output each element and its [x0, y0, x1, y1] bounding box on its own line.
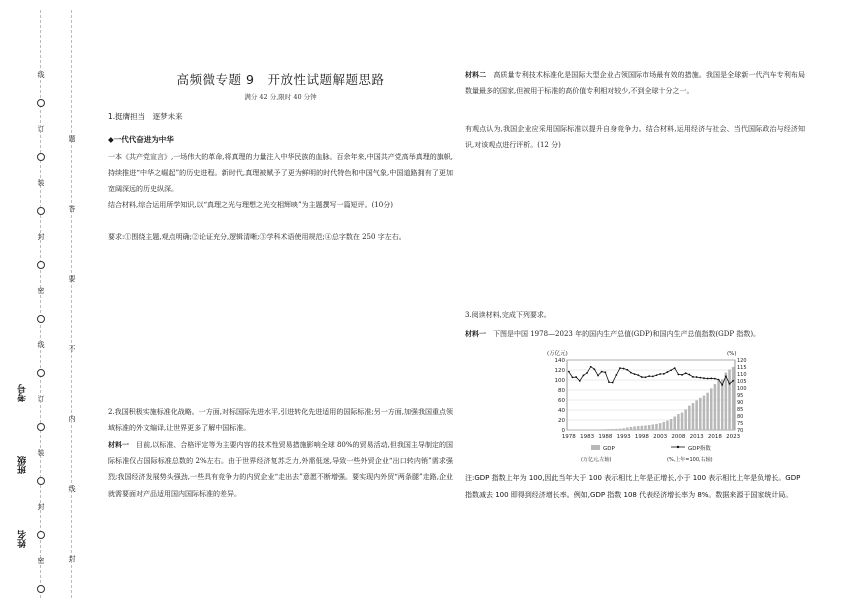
binding-char: 答 [68, 205, 76, 213]
gdp-index-point [688, 374, 690, 376]
gdp-bar [717, 381, 720, 430]
gdp-bar [604, 429, 607, 430]
gdp-bar [714, 384, 717, 430]
x-tick-label: 2013 [689, 434, 704, 440]
gdp-index-point [667, 371, 669, 373]
right-tick-label: 85 [737, 407, 744, 413]
gdp-index-point [656, 374, 658, 376]
q1-heading: 1.挺膺担当 逐梦未来 [108, 112, 183, 121]
gdp-index-point [707, 378, 709, 380]
binding-char: 密 [37, 557, 45, 565]
gdp-index-point [597, 375, 599, 377]
right-tick-label: 105 [737, 379, 747, 385]
q1-task: 结合材料,综合运用所学知识,以“真理之光与理想之光交相辉映”为主题撰写一篇短评。(10分) [108, 201, 393, 209]
gdp-bar [710, 388, 713, 430]
gdp-index-point [630, 372, 632, 374]
gdp-index-point [703, 377, 705, 379]
q2-material-two-heading: 材料二 [465, 71, 487, 79]
binding-char: 内 [68, 415, 76, 423]
gdp-index-point [732, 380, 734, 382]
legend-gdp-swatch [591, 445, 600, 450]
right-tick-label: 80 [737, 414, 744, 420]
gdp-index-point [583, 375, 585, 377]
legend-index-label: GDP指数 [688, 446, 711, 452]
page-subtitle: 满分 42 分,限时 40 分钟 [244, 93, 317, 101]
left-column [108, 0, 453, 608]
label-exam-id: 考号 [18, 384, 28, 402]
gdp-bar [670, 419, 673, 430]
gdp-index-point [568, 371, 570, 373]
binding-char: 装 [37, 179, 45, 187]
q2-intro: 2.我国积极实施标准化战略。一方面,对标国际先进水平,引进转化先进适用的国际标准;另一方面,加强我国重点领域标准的外文编译,让世界更多了解中国标准。 [108, 408, 453, 433]
binding-char: 线 [37, 71, 45, 79]
gdp-bar [633, 426, 636, 430]
gdp-bar [684, 409, 687, 430]
gdp-bar [663, 422, 666, 430]
gdp-index-point [710, 377, 712, 379]
right-tick-label: 110 [737, 372, 747, 378]
gdp-index-point [663, 373, 665, 375]
gdp-index-point [575, 376, 577, 378]
gdp-index-point [623, 368, 625, 370]
gdp-index-point [692, 376, 694, 378]
gdp-index-point [681, 374, 683, 376]
binding-char: 要 [68, 275, 76, 283]
q2-material-one [108, 437, 453, 502]
label-name: 姓名 [18, 530, 28, 548]
q3-material-one-heading: 材料一 [465, 330, 486, 338]
gdp-bar [681, 413, 684, 430]
gdp-bar [630, 427, 633, 430]
gdp-index-point [634, 373, 636, 375]
gdp-bar [695, 400, 698, 430]
gdp-index-point [718, 379, 720, 381]
binding-char: 线 [68, 485, 76, 493]
left-tick-label: 20 [558, 418, 565, 424]
gdp-bar [721, 379, 724, 430]
binding-char: 封 [37, 233, 45, 241]
left-tick-label: 0 [561, 428, 565, 434]
binding-circle [37, 477, 45, 485]
right-tick-label: 70 [737, 428, 744, 434]
gdp-index-point [572, 376, 574, 378]
x-tick-label: 2003 [653, 434, 668, 440]
gdp-bar [688, 406, 691, 430]
gdp-bar [677, 414, 680, 430]
gdp-index-point [641, 376, 643, 378]
legend-gdp-label: GDP [603, 446, 615, 452]
binding-circle [37, 207, 45, 215]
q1-subheading: ◆一代代奋进为中华 [108, 135, 174, 144]
binding-char: 订 [37, 395, 45, 403]
binding-circle [37, 369, 45, 377]
gdp-bar [608, 429, 611, 430]
gdp-bar [626, 428, 629, 430]
q2-material-one-text: 目前,以标准、合格评定等为主要内容的技术性贸易措施影响全球 80%的贸易活动,但我国主导制定的国际标准仅占国际标准总数的 2%左右。由于世界经济复苏乏力,外需低迷,导致一些外贸企业“出口转内销”需求强烈;我国经济发展势头强劲,一些具有竞争力的内贸企业“走出去”意愿不断增强。要实现内外贸“两条腿”走路,企业就需要面对产品适用国内国际标准的差异。 [108, 441, 453, 498]
gdp-bar [728, 370, 731, 431]
gdp-index-point [608, 381, 610, 383]
gdp-bar [692, 403, 695, 430]
right-tick-label: 95 [737, 393, 744, 399]
right-tick-label: 75 [737, 421, 744, 427]
left-tick-label: 140 [554, 358, 565, 364]
q1-material: 一本《共产党宣言》,一场伟大的革命,将真理的力量注入中华民族的血脉。百余年来,中国共产党高举真理的旗帜,持续推进“中华之崛起”的历史进程。新时代,真理被赋予了更为鲜明的时代特色和中国气象,中国道路拥有了更加宽阔深远的历史纵深。 [108, 153, 453, 194]
gdp-bar [659, 423, 662, 430]
gdp-bar [615, 429, 618, 430]
label-class: 班级 [18, 456, 28, 474]
binding-circle [37, 585, 45, 593]
gdp-index-point [659, 373, 661, 375]
gdp-index-point [721, 384, 723, 386]
gdp-bar [648, 425, 651, 430]
x-tick-label: 2023 [726, 434, 741, 440]
right-tick-label: 100 [737, 386, 747, 392]
gdp-index-point [626, 369, 628, 371]
gdp-bar [699, 398, 702, 430]
binding-circle [37, 423, 45, 431]
q3-note: 注:GDP 指数上年为 100,因此当年大于 100 表示相比上年是正增长,小于 100 表示相比上年是负增长。GDP 指数减去 100 即得到经济增长率。例如,GDP 指数 108 代表经济增长率为 8%。数据来源于国家统计局。 [465, 474, 801, 499]
binding-char: 不 [68, 345, 76, 353]
gdp-index-point [590, 366, 592, 368]
gdp-bar [619, 429, 622, 430]
gdp-index-point [699, 377, 701, 379]
right-column [465, 0, 845, 608]
gdp-index-point [685, 372, 687, 374]
x-tick-label: 2018 [707, 434, 722, 440]
gdp-index-point [670, 369, 672, 371]
x-tick-label: 1983 [580, 434, 595, 440]
gdp-bar [706, 393, 709, 430]
gdp-index-line [569, 367, 733, 385]
gdp-index-point [637, 374, 639, 376]
left-tick-label: 40 [558, 408, 565, 414]
x-tick-label: 1988 [598, 434, 613, 440]
q2-view-task: 有观点认为,我国企业应采用国际标准以提升自身竞争力。结合材料,运用经济与社会、当代国际政治与经济知识,对该观点进行评析。(12 分) [465, 125, 805, 150]
gdp-index-point [586, 372, 588, 374]
binding-circle [37, 153, 45, 161]
q2-material-one-heading: 材料一 [108, 441, 130, 449]
binding-char: 封 [68, 555, 76, 563]
gdp-index-point [648, 375, 650, 377]
gdp-bar [673, 417, 676, 431]
q3-material-one [465, 326, 845, 342]
binding-circle [37, 315, 45, 323]
gdp-index-point [619, 367, 621, 369]
binding-circle [37, 261, 45, 269]
gdp-bar [652, 424, 655, 430]
gdp-index-point [714, 378, 716, 380]
gdp-bar [703, 396, 706, 430]
left-tick-label: 100 [554, 378, 565, 384]
gdp-bar [641, 426, 644, 430]
gdp-index-point [604, 371, 606, 373]
gdp-bar [622, 428, 625, 430]
gdp-bar [725, 373, 728, 430]
legend-gdp-sublabel: (万亿元,左轴) [581, 457, 612, 463]
left-tick-label: 120 [554, 368, 565, 374]
gdp-bar [611, 429, 614, 430]
binding-circle [37, 531, 45, 539]
x-tick-label: 1993 [616, 434, 631, 440]
outer-fold-line [71, 10, 72, 598]
binding-char: 装 [37, 449, 45, 457]
binding-char: 线 [37, 341, 45, 349]
right-tick-label: 90 [737, 400, 744, 406]
gdp-bar [666, 421, 669, 430]
q1-requirements: 要求:①围绕主题,观点明确;②论证充分,逻辑清晰;③学科术语使用规范;④总字数在 250 字左右。 [108, 233, 406, 241]
gdp-bar [597, 430, 600, 431]
left-tick-label: 80 [558, 388, 565, 394]
binding-char: 订 [37, 125, 45, 133]
gdp-bar [644, 425, 647, 430]
legend-index-sublabel: (%,上年=100,右轴) [667, 457, 713, 463]
gdp-bar [655, 424, 658, 430]
gdp-bar [600, 429, 603, 430]
gdp-index-point [645, 376, 647, 378]
q2-material-two [465, 67, 805, 99]
q3-intro: 3.阅读材料,完成下列要求。 [465, 311, 551, 319]
x-tick-label: 2008 [671, 434, 686, 440]
gdp-index-point [677, 374, 679, 376]
x-tick-label: 1998 [634, 434, 649, 440]
page-title: 高频微专题 9 开放性试题解题思路 [176, 72, 385, 87]
gdp-index-point [615, 374, 617, 376]
gdp-index-point [725, 375, 727, 377]
binding-char: 密 [37, 287, 45, 295]
q2-material-two-text: 高质量专利技术标准化是国际大型企业占领国际市场最有效的措施。我国是全球新一代汽车专利布局数量最多的国家,但被用于标准的高价值专利相对较少,不到全球十分之一。 [465, 71, 806, 96]
x-tick-label: 1978 [561, 434, 576, 440]
left-tick-label: 60 [558, 398, 565, 404]
binding-char: 题 [68, 135, 76, 143]
right-axis-label: (%) [727, 351, 737, 357]
gdp-bar [637, 426, 640, 430]
gdp-index-point [593, 368, 595, 370]
gdp-index-point [696, 376, 698, 378]
gdp-index-point [729, 383, 731, 385]
gdp-index-point [579, 380, 581, 382]
gdp-index-point [601, 371, 603, 373]
right-tick-label: 115 [737, 365, 747, 371]
q3-material-one-text: 下图是中国 1978—2023 年的国内生产总值(GDP)和国内生产总值指数(GDP 指数)。 [486, 330, 761, 338]
binding-strip [0, 0, 92, 608]
right-tick-label: 120 [737, 358, 747, 364]
plot-frame [567, 360, 735, 430]
gdp-bar [732, 367, 735, 430]
gdp-chart [539, 346, 779, 470]
legend-index-marker [677, 446, 679, 448]
gdp-index-point [652, 375, 654, 377]
binding-char: 封 [37, 503, 45, 511]
left-axis-label: (万亿元) [547, 351, 568, 357]
binding-circle [37, 99, 45, 107]
gdp-index-point [674, 367, 676, 369]
gdp-index-point [612, 382, 614, 384]
